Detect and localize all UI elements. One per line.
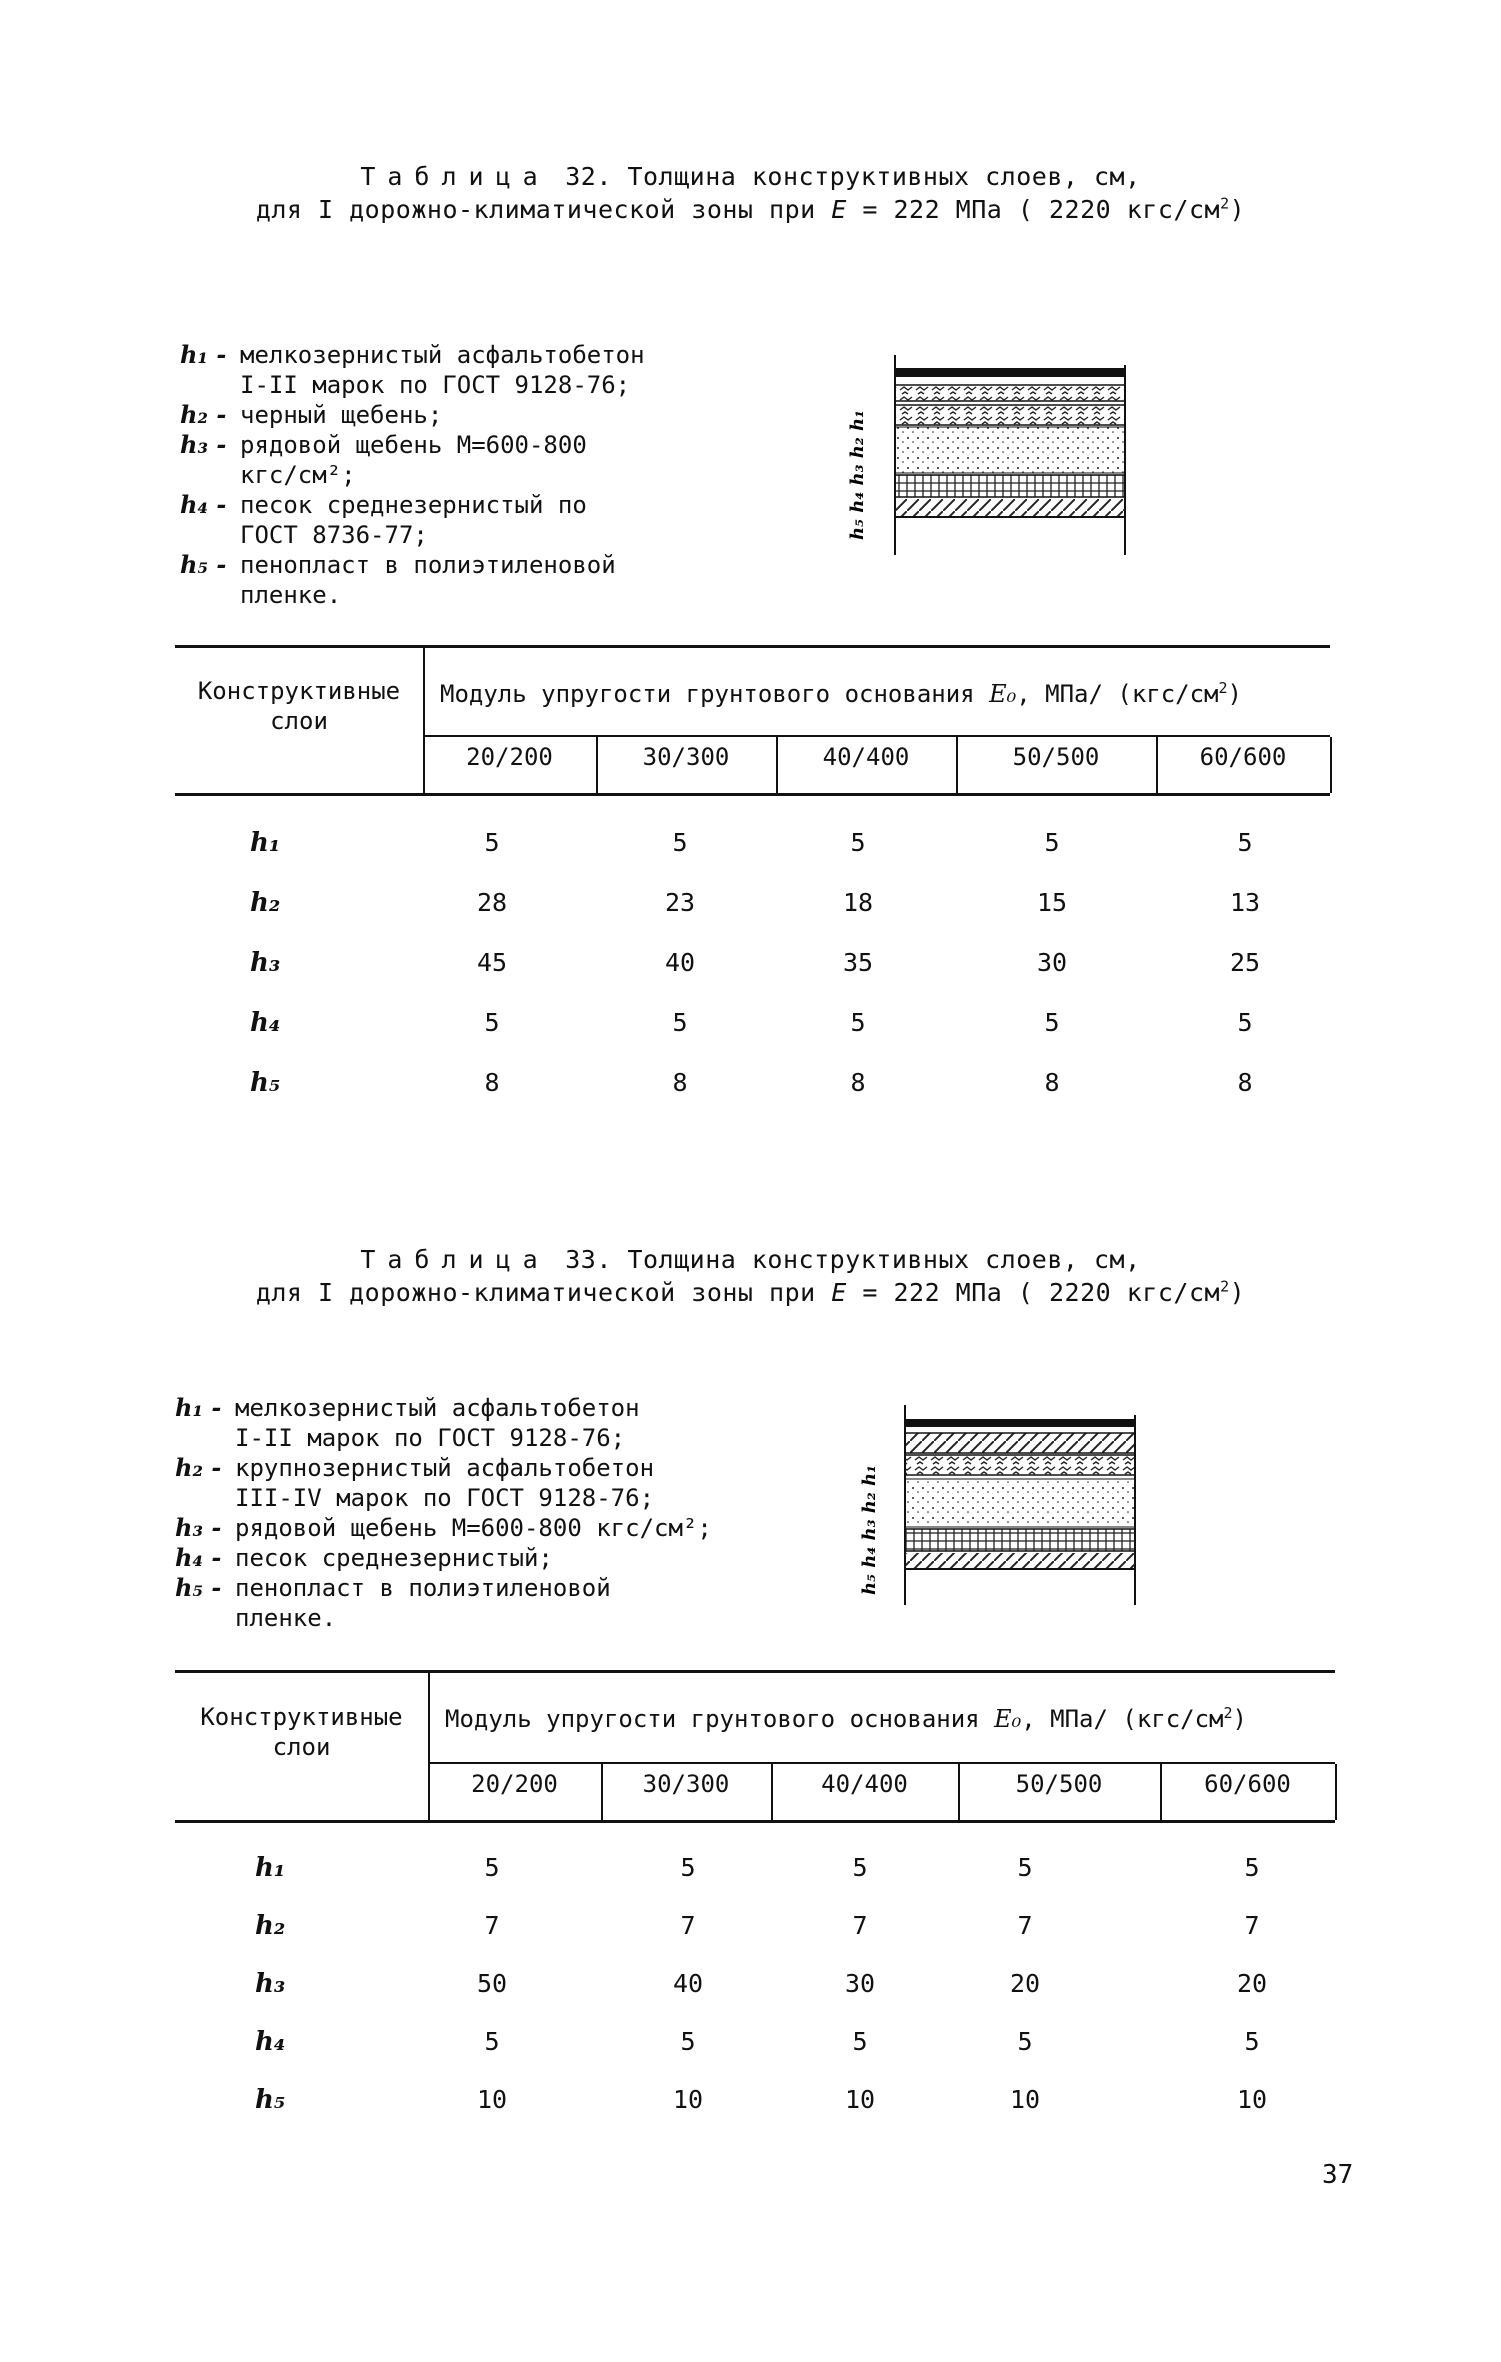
table32-subheader-rule: [423, 735, 1330, 737]
legend-symbol: [180, 370, 240, 400]
table-cell: 5: [1237, 1008, 1253, 1037]
table33-top-rule: [175, 1670, 1335, 1673]
table-cell: 5: [484, 1008, 500, 1037]
table-cell: 50: [476, 1969, 508, 1998]
legend-symbol: [180, 580, 240, 610]
table-cell: 8: [484, 1068, 500, 1097]
row-label: h₃: [255, 1969, 286, 1999]
layer-h4: [895, 427, 1125, 473]
legend-item: [175, 1483, 712, 1513]
column-header: 50/500: [1015, 1770, 1103, 1798]
table33-subheader-rule: [428, 1762, 1335, 1764]
legend-item: [180, 460, 645, 490]
layer-h2: [895, 385, 1125, 401]
table-cell: 5: [1044, 1008, 1060, 1037]
row-label: h₅: [250, 1068, 281, 1098]
row-label: h₁: [250, 828, 281, 858]
table-cell: 10: [1009, 2085, 1041, 2114]
legend-item: [175, 1573, 712, 1603]
table-cell: 25: [1229, 948, 1261, 977]
table-cell: 5: [850, 828, 866, 857]
legend-item: [180, 490, 645, 520]
legend-item: [175, 1603, 712, 1633]
table-cell: 5: [484, 2027, 500, 2056]
legend-text: I-II марок по ГОСТ 9128-76;: [240, 371, 631, 399]
table-cell: 5: [672, 1008, 688, 1037]
row-label: h₄: [250, 1008, 281, 1038]
legend-symbol: h₂ -: [180, 400, 227, 429]
column-header: 40/400: [822, 743, 910, 771]
layer-h1: [895, 368, 1125, 377]
legend-text: I-II марок по ГОСТ 9128-76;: [235, 1424, 626, 1452]
column-header: 60/600: [1199, 743, 1287, 771]
table-cell: 5: [1244, 1853, 1260, 1882]
table-cell: 5: [680, 1853, 696, 1882]
legend-item: [180, 580, 645, 610]
table32-top-rule: [175, 645, 1330, 648]
legend-text: рядовой щебень М=600-800 кгс/см²;: [235, 1514, 712, 1542]
legend-symbol: h₂ -: [175, 1453, 222, 1482]
table-cell: 40: [664, 948, 696, 977]
table33-layer-diagram: [850, 1405, 1150, 1605]
legend-text: песок среднезернистый;: [235, 1544, 553, 1572]
table-cell: 5: [1244, 2027, 1260, 2056]
table-cell: 5: [1017, 2027, 1033, 2056]
table33-header-bottom-rule: [175, 1820, 1335, 1823]
subgrade-hatch: [905, 1553, 1135, 1569]
table33-legend: [175, 1393, 712, 1633]
legend-symbol: h₃ -: [175, 1513, 222, 1542]
column-header: 60/600: [1204, 1770, 1291, 1798]
table-cell: 45: [476, 948, 508, 977]
table-cell: 5: [852, 2027, 868, 2056]
legend-text: III-IV марок по ГОСТ 9128-76;: [235, 1484, 655, 1512]
legend-item: [175, 1453, 712, 1483]
legend-text: мелкозернистый асфальтобетон: [235, 1394, 640, 1422]
legend-item: [175, 1543, 712, 1573]
table33-title: Таблица 33. Толщина конструктивных слоев, см, для I дорожно-климатической зоны при E = 222 МПа ( 2220 кгс/$см^2$): [255, 1245, 1246, 1307]
table-cell: 30: [1036, 948, 1068, 977]
subgrade-hatch: [895, 499, 1125, 517]
column-header: 50/500: [1012, 743, 1100, 771]
table32-legend: [180, 340, 645, 610]
table32-title: Таблица 32. Толщина конструктивных слоев, см, для I дорожно-климатической зоны при E = 222 МПа ( 2220 кгс/$см^2$): [255, 162, 1246, 224]
table32-header-bottom-rule: [175, 793, 1330, 796]
table-cell: 7: [484, 1911, 500, 1940]
legend-text: песок среднезернистый по: [240, 491, 587, 519]
table-cell: 8: [1044, 1068, 1060, 1097]
layer-h5: [895, 475, 1125, 497]
table-cell: 7: [1017, 1911, 1033, 1940]
legend-symbol: [175, 1483, 235, 1513]
table-cell: 10: [672, 2085, 704, 2114]
table33-header-main: Модуль упругости грунтового основания E₀, МПа/ $(кгс/см^2)$: [445, 1704, 1247, 1733]
legend-symbol: h₃ -: [180, 430, 227, 459]
table-cell: 18: [842, 888, 874, 917]
table-cell: 23: [664, 888, 696, 917]
legend-text: пенопласт в полиэтиленовой: [235, 1574, 611, 1602]
column-header: 30/300: [642, 743, 730, 771]
legend-symbol: [180, 460, 240, 490]
layer-h2: [905, 1433, 1135, 1453]
layer-h3: [895, 405, 1125, 425]
table-cell: 28: [476, 888, 508, 917]
column-header: 20/200: [471, 1770, 558, 1798]
legend-item: [180, 370, 645, 400]
legend-symbol: [175, 1603, 235, 1633]
legend-symbol: h₅ -: [175, 1573, 222, 1602]
table-cell: 30: [844, 1969, 876, 1998]
table-cell: 5: [1044, 828, 1060, 857]
layer-h3: [905, 1455, 1135, 1475]
table33-header-left: Конструктивные слои: [200, 1703, 403, 1761]
table-cell: 5: [1017, 1853, 1033, 1882]
column-header: 40/400: [821, 1770, 908, 1798]
legend-symbol: h₁ -: [175, 1393, 222, 1422]
legend-text: черный щебень;: [240, 401, 443, 429]
table-cell: 5: [672, 828, 688, 857]
row-label: h₅: [255, 2085, 286, 2115]
table-cell: 5: [484, 828, 500, 857]
layer-h5: [905, 1529, 1135, 1551]
legend-symbol: [175, 1423, 235, 1453]
legend-symbol: [180, 520, 240, 550]
column-divider: [1335, 1764, 1337, 1820]
table32-layer-diagram: [835, 355, 1135, 555]
legend-item: [175, 1423, 712, 1453]
table-cell: 10: [1236, 2085, 1268, 2114]
column-header: 20/200: [466, 743, 553, 771]
legend-symbol: h₁ -: [180, 340, 227, 369]
legend-item: [180, 430, 645, 460]
table-cell: 40: [672, 1969, 704, 1998]
table-cell: 10: [476, 2085, 508, 2114]
row-label: h₁: [255, 1853, 286, 1883]
legend-text: ГОСТ 8736-77;: [240, 521, 428, 549]
table-cell: 20: [1236, 1969, 1268, 1998]
table-cell: 8: [850, 1068, 866, 1097]
table-cell: 5: [484, 1853, 500, 1882]
table-cell: 5: [850, 1008, 866, 1037]
table-cell: 15: [1036, 888, 1068, 917]
table-cell: 7: [680, 1911, 696, 1940]
legend-symbol: h₄ -: [180, 490, 227, 519]
legend-text: рядовой щебень М=600-800: [240, 431, 587, 459]
legend-text: пленке.: [235, 1604, 337, 1632]
table-cell: 5: [852, 1853, 868, 1882]
table32-header-main: Модуль упругости грунтового основания E₀, МПа/ $(кгс/см^2)$: [440, 679, 1242, 708]
row-label: h₄: [255, 2027, 286, 2057]
table-cell: 7: [1244, 1911, 1260, 1940]
table-cell: 7: [852, 1911, 868, 1940]
table-cell: 5: [680, 2027, 696, 2056]
legend-text: крупнозернистый асфальтобетон: [235, 1454, 655, 1482]
legend-symbol: h₅ -: [180, 550, 227, 579]
page-number: 37: [1322, 2160, 1354, 2190]
row-label: h₂: [250, 888, 281, 918]
legend-text: пенопласт в полиэтиленовой: [240, 551, 616, 579]
table-cell: 13: [1229, 888, 1261, 917]
table-cell: 8: [672, 1068, 688, 1097]
legend-symbol: h₄ -: [175, 1543, 222, 1572]
row-label: h₂: [255, 1911, 286, 1941]
column-divider: [1330, 737, 1332, 793]
table-cell: 35: [842, 948, 874, 977]
table-cell: 5: [1237, 828, 1253, 857]
legend-item: [180, 400, 645, 430]
legend-text: кгс/см²;: [240, 461, 356, 489]
layer-h1: [905, 1419, 1135, 1427]
table32-header-left: Конструктивные слои: [197, 677, 401, 735]
legend-item: [175, 1393, 712, 1423]
legend-item: [180, 340, 645, 370]
diagram-thickness-labels: h₅ h₄ h₃ h₂ h₁: [847, 409, 868, 540]
legend-item: [180, 520, 645, 550]
table-cell: 20: [1009, 1969, 1041, 1998]
diagram-thickness-labels: h₅ h₄ h₃ h₂ h₁: [859, 1464, 880, 1595]
table-cell: 10: [844, 2085, 876, 2114]
legend-item: [180, 550, 645, 580]
layer-h4: [905, 1479, 1135, 1527]
legend-text: пленке.: [240, 581, 342, 609]
row-label: h₃: [250, 948, 281, 978]
legend-text: мелкозернистый асфальтобетон: [240, 341, 645, 369]
legend-item: [175, 1513, 712, 1543]
column-header: 30/300: [642, 1770, 730, 1798]
table-cell: 8: [1237, 1068, 1253, 1097]
